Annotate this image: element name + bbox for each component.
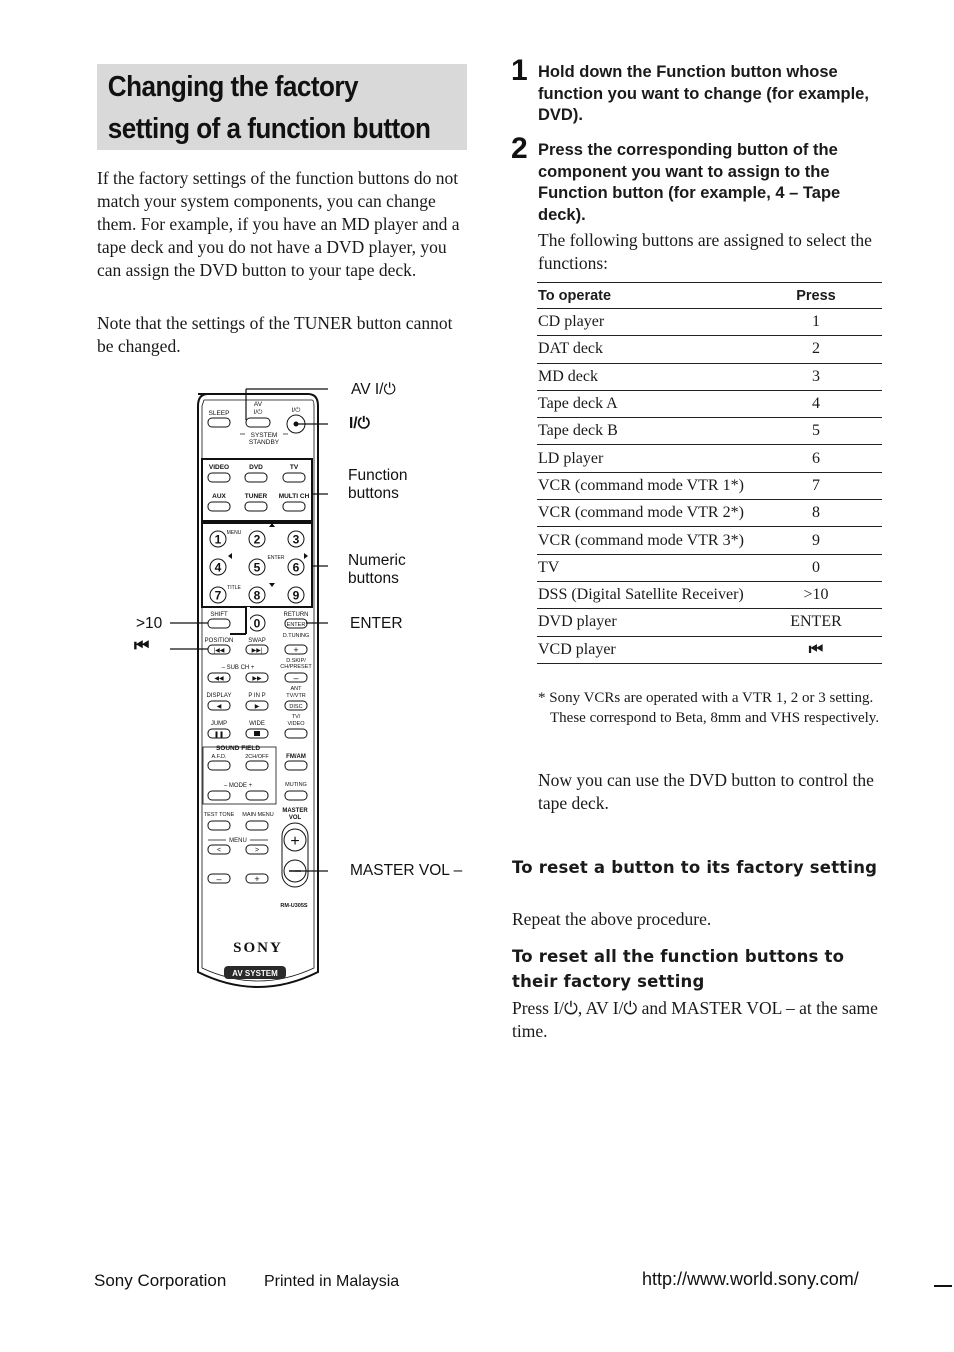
svg-text:◀◀: ◀◀	[214, 676, 224, 682]
table-cell-press: >10	[750, 581, 882, 608]
footnote	[538, 689, 883, 728]
av-power-button[interactable]	[246, 418, 270, 427]
av-label: AV	[253, 401, 263, 408]
digit-7-label: 7	[214, 588, 222, 603]
callout-function-buttons	[348, 467, 407, 503]
digit-2-label: 2	[253, 532, 261, 547]
table-row	[537, 581, 882, 608]
pinp-label: P IN P	[248, 693, 266, 699]
table-row	[537, 445, 882, 472]
power-label: I/⏻	[291, 407, 301, 414]
digit-0-label: 0	[253, 616, 261, 631]
enter-button-label: ENTER	[286, 622, 306, 628]
page-title-line2: setting of a function button	[107, 113, 431, 145]
table-cell-operate: Tape deck B	[537, 418, 750, 445]
callout-power: I/⏻	[349, 415, 370, 432]
table-row	[537, 309, 882, 336]
tv-label: TV	[289, 464, 299, 471]
table-cell-operate: VCR (command mode VTR 3*)	[537, 527, 750, 554]
svg-text:|◀◀: |◀◀	[213, 648, 225, 654]
table-cell-press: 9	[750, 527, 882, 554]
table-row	[537, 472, 882, 499]
muting-label: MUTING	[285, 782, 307, 788]
av-power-label: I/⏻	[253, 409, 263, 416]
2ch-off-button[interactable]	[246, 761, 268, 770]
mode-label: – MODE +	[223, 783, 253, 789]
svg-text:–: –	[216, 874, 222, 884]
reset-one-text: Repeat the above procedure.	[512, 909, 712, 929]
multi-ch-button[interactable]	[283, 502, 305, 511]
fm-am-button[interactable]	[285, 761, 307, 770]
tv-video-label2: VIDEO	[287, 721, 305, 727]
sony-logo: SONY	[233, 940, 283, 956]
av-system-label: AV SYSTEM	[232, 969, 278, 978]
2ch-off-label: 2CH/OFF	[245, 754, 269, 760]
tv-video-button[interactable]	[285, 729, 307, 738]
digit-8-label: 8	[253, 588, 261, 603]
reset-all-text: Press I/⏻, AV I/⏻ and MASTER VOL – at the same time.	[512, 998, 878, 1041]
svg-text:▶▶|: ▶▶|	[251, 648, 263, 654]
table-row	[537, 609, 882, 636]
svg-text:▶: ▶	[254, 704, 260, 710]
step-1-number: 1	[511, 54, 528, 87]
step-2-number: 2	[511, 132, 528, 165]
d-skip-label1: D.SKIP/	[286, 658, 306, 664]
model-label: RM-U305S	[280, 903, 308, 909]
test-tone-label: TEST TONE	[203, 812, 235, 818]
table-cell-operate: DVD player	[537, 609, 750, 636]
digit-4-label: 4	[214, 560, 222, 575]
table-cell-operate: CD player	[537, 309, 750, 336]
shift-label: SHIFT	[210, 612, 228, 618]
function-assignment-table	[537, 282, 882, 664]
callout-gt10: >10	[136, 615, 163, 632]
master-vol-label2: VOL	[288, 815, 302, 821]
callout-numeric-line2: buttons	[348, 570, 399, 587]
table-cell-operate: DAT deck	[537, 336, 750, 363]
table-cell-press: 0	[750, 554, 882, 581]
digit-9-label: 9	[292, 588, 300, 603]
table-cell-operate: DSS (Digital Satellite Receiver)	[537, 581, 750, 608]
shift-button[interactable]	[208, 619, 230, 628]
muting-button[interactable]	[285, 791, 307, 800]
table-cell-press: ⏮	[750, 636, 882, 663]
callout-function-line2: buttons	[348, 485, 399, 502]
dvd-button[interactable]	[245, 473, 267, 482]
d-skip-label2: CH/PRESET	[280, 664, 312, 670]
callout-function-line1: Function	[348, 467, 408, 484]
intro-paragraph: If the factory settings of the function buttons do not match your system components, you can change them. For example, if you have an MD player and a tape deck and you do not have a DVD player, you can assign the DVD button to your tape deck.	[97, 168, 460, 280]
svg-text:▶▶: ▶▶	[252, 676, 262, 682]
position-label: POSITION	[204, 638, 234, 644]
main-menu-label: MAIN MENU	[242, 812, 274, 818]
table-cell-operate: LD player	[537, 445, 750, 472]
digit-5-label: 5	[253, 560, 261, 575]
tuner-button[interactable]	[245, 502, 267, 511]
svg-text:+: +	[290, 833, 300, 850]
footnote-text: * Sony VCRs are operated with a VTR 1, 2 or 3 setting. These correspond to Beta, 8mm and VHS respectively.	[538, 690, 880, 726]
ant-label1: ANT	[290, 686, 302, 692]
digit-6-label: 6	[292, 560, 300, 575]
svg-text:–: –	[293, 673, 299, 683]
wide-label: WIDE	[249, 721, 265, 727]
table-cell-press: 7	[750, 472, 882, 499]
table-cell-operate: VCD player	[537, 636, 750, 663]
callout-master-vol: MASTER VOL –	[350, 862, 463, 879]
table-row	[537, 418, 882, 445]
title-box	[97, 64, 467, 150]
sleep-button[interactable]	[208, 418, 230, 427]
footer-url: http://www.world.sony.com/	[642, 1269, 859, 1289]
mode-plus-button[interactable]	[246, 791, 268, 800]
sleep-label: SLEEP	[208, 410, 230, 417]
swap-label: SWAP	[248, 638, 266, 644]
table-cell-operate: MD deck	[537, 363, 750, 390]
callout-av-power: AV I/⏻	[351, 381, 396, 398]
table-row	[537, 336, 882, 363]
menu-small-label: MENU	[226, 530, 242, 536]
video-label: VIDEO	[208, 464, 230, 471]
table-row	[537, 527, 882, 554]
svg-text:+: +	[293, 645, 299, 655]
table-cell-press: 1	[750, 309, 882, 336]
table-cell-press: ENTER	[750, 609, 882, 636]
video-button[interactable]	[208, 473, 230, 482]
step-1-text: Hold down the Function button whose function you want to change (for example, DVD).	[538, 63, 869, 124]
footer-printed: Printed in Malaysia	[264, 1273, 400, 1290]
menu-label: MENU	[229, 838, 247, 844]
system-standby-label1: SYSTEM	[250, 432, 278, 439]
mode-minus-button[interactable]	[208, 791, 230, 800]
table-cell-press: 3	[750, 363, 882, 390]
fm-am-label: FM/AM	[286, 754, 306, 760]
ant-label2: TV/VTR	[286, 693, 306, 699]
reset-all-heading: To reset all the function buttons to their factory setting	[512, 947, 845, 991]
after-table-text: Now you can use the DVD button to control the tape deck.	[538, 770, 874, 813]
svg-text:>: >	[254, 847, 260, 854]
svg-text:<: <	[216, 847, 222, 854]
step-2-note: The following buttons are assigned to select the functions:	[538, 230, 872, 273]
page-edge-mark	[934, 1285, 952, 1287]
page-title-line1: Changing the factory	[107, 71, 359, 103]
sound-field-label: SOUND FIELD	[215, 745, 261, 752]
table-cell-operate: Tape deck A	[537, 390, 750, 417]
aux-label: AUX	[212, 493, 226, 500]
table-cell-press: 2	[750, 336, 882, 363]
table-cell-press: 6	[750, 445, 882, 472]
svg-text:+: +	[254, 874, 260, 884]
page-title	[97, 64, 468, 150]
afd-button[interactable]	[208, 761, 230, 770]
table-row	[537, 390, 882, 417]
remote-control-figure	[128, 372, 328, 1002]
svg-text:❚❚: ❚❚	[213, 732, 225, 738]
aux-button[interactable]	[208, 502, 230, 511]
test-tone-button[interactable]	[208, 821, 230, 830]
digit-1-label: 1	[214, 532, 222, 547]
table-cell-operate: VCR (command mode VTR 1*)	[537, 472, 750, 499]
table-header-row	[537, 283, 882, 309]
table-header-operate: To operate	[537, 283, 750, 309]
d-tuning-label: D.TUNING	[282, 633, 310, 639]
reset-one-heading: To reset a button to its factory setting	[512, 858, 878, 877]
digit-3-label: 3	[292, 532, 300, 547]
enter-small-label: ENTER	[267, 555, 285, 561]
table-row	[537, 500, 882, 527]
table-row	[537, 636, 882, 663]
table-cell-press: 4	[750, 390, 882, 417]
callout-numeric-buttons	[348, 552, 406, 588]
callout-numeric-line1: Numeric	[348, 552, 406, 569]
disc-label: DISC	[289, 704, 303, 710]
multi-ch-label: MULTI CH	[278, 493, 310, 500]
master-vol-label1: MASTER	[282, 808, 308, 814]
svg-text:◀: ◀	[216, 704, 222, 710]
callout-enter: ENTER	[350, 615, 403, 632]
tv-button[interactable]	[283, 473, 305, 482]
table-header-press: Press	[750, 283, 882, 309]
step-1	[511, 54, 881, 127]
step-2-text: Press the corresponding button of the component you want to assign to the Function button (for example, 4 – Tape deck).	[538, 141, 841, 224]
table-row	[537, 554, 882, 581]
afd-label: A.F.D.	[211, 754, 227, 760]
system-standby-label2: STANDBY	[248, 439, 280, 446]
table-cell-press: 5	[750, 418, 882, 445]
jump-label: JUMP	[210, 721, 228, 727]
main-menu-button[interactable]	[246, 821, 268, 830]
step-2	[511, 132, 881, 226]
table-row	[537, 363, 882, 390]
table-cell-operate: VCR (command mode VTR 2*)	[537, 500, 750, 527]
title-small-label: TITLE	[227, 585, 241, 591]
table-cell-operate: TV	[537, 554, 750, 581]
footer-company: Sony Corporation	[94, 1271, 227, 1290]
display-label: DISPLAY	[206, 693, 232, 699]
sub-ch-label: – SUB CH +	[221, 665, 255, 671]
return-label: RETURN	[283, 612, 309, 618]
callout-prev-icon: ⏮	[134, 636, 150, 655]
tuner-label: TUNER	[244, 493, 268, 500]
table-cell-press: 8	[750, 500, 882, 527]
dvd-label: DVD	[249, 464, 263, 471]
intro-note: Note that the settings of the TUNER button cannot be changed.	[97, 313, 453, 356]
tv-video-label1: TV/	[291, 714, 301, 720]
